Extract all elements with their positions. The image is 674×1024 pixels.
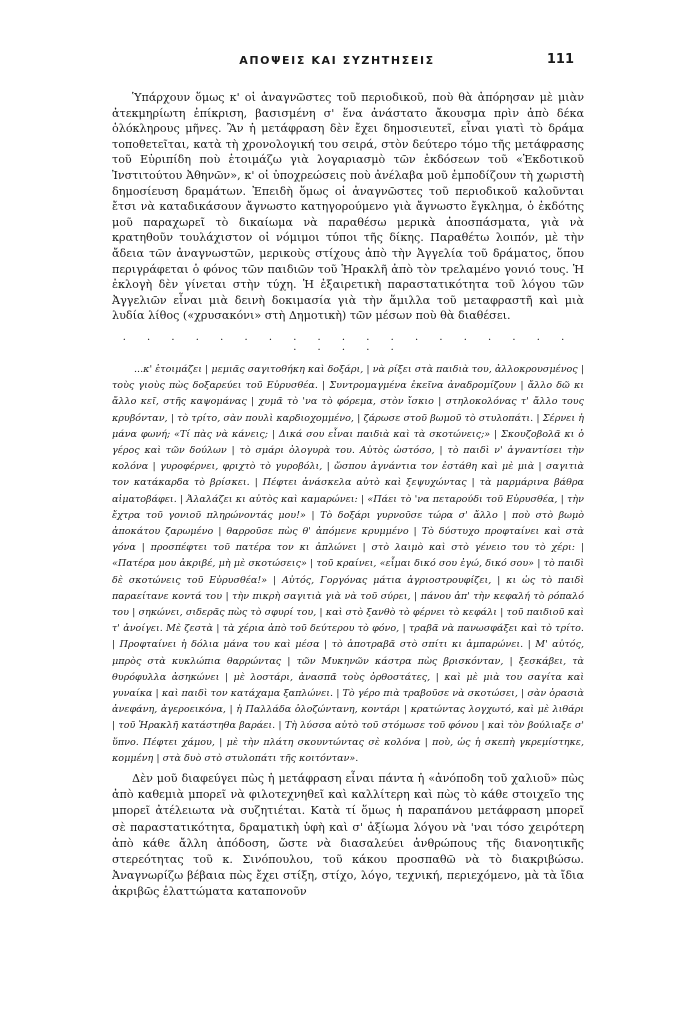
paragraph-commentary: Δὲν μοῦ διαφεύγει πὼς ἡ μετάφραση εἶναι πάντα ἡ «ἀνόποδη τοῦ χαλιοῦ» πὼς ἀπὸ καθεμιὰ μπορεῖ νὰ φιλοτεχνηθεῖ καὶ καλλίτερη καὶ πὼς τὸ κάθε στοιχεῖο της μπορεῖ ἀτέλειωτα νὰ συζητιέται. Κατὰ τί ὅμως ἡ παραπάνου μετάφραση μπορεῖ σὲ παραστατικότητα, δραματικὴ ὑφὴ καὶ σ' ἀξίωμα λόγου νὰ 'ναι τόσο χειρότερη ἀπὸ κάθε ἄλλη ἀπόδοση, ὥστε νὰ διασαλεύει ἀνθρώπους τῆς διανοητικῆς στερεότητας τοῦ κ. Σινόπουλου, τοῦ κάκου προσπαθῶ νὰ τὸ διακριβώσω. Ἀναγνωρίζω βέβαια πὼς ἔχει στίξη, στίχο, λόγο, τεχνική, περιεχόμενο, μὰ τὰ ἴδια ἀκριβῶς ἐλαττώματα καταπονοῦν [112, 771, 584, 899]
section-separator: · · · · · · · · · · · · · · · · · · · · · · · · [122, 334, 574, 356]
page-header [0, 52, 674, 76]
running-head: ΑΠΟΨΕΙΣ ΚΑΙ ΣΥΖΗΤΗΣΕΙΣ [239, 54, 435, 67]
body-text [112, 90, 584, 901]
page-number: 111 [546, 52, 574, 67]
verse-excerpt: ...κ' ἑτοιμάζει | μεμιᾶς σαγιτοθήκη καὶ δοξάρι, | νὰ ρίξει στὰ παιδιὰ του, ἀλλοκρουσμένος | τοὺς γιοὺς πὼς δοξαρεύει τοῦ Εὐρυσθέα. | Συντρομαγμένα ἐκεῖνα ἀναδρομίζουν | ἄλλο δῶ κι ἄλλο κεῖ, στῆς καψομάνας | χυμᾶ τὸ 'να τὸ φόρεμα, στὸν ἴσκιο | στηλοκολόνας τ' ἄλλο τους κρυβόνταν, | τὸ τρίτο, σὰν πουλὶ καρδιοχομμένο, | ζάρωσε στοῦ βωμοῦ τὸ στυλοπάτι. | Σέρνει ἡ μάνα φωνή; «Τί πὰς νὰ κάνεις; | Δικά σου εἶναι παιδιὰ καὶ τὰ σκοτώνεις;» | Σκουζοβολᾶ κι ὁ γέρος καὶ τῶν δούλων | τὸ σμάρι ὀλογυρὰ του. Αὐτὸς ὡστόσο, | τὸ παιδὶ ν' ἀγναντίσει τὴν κολόνα | γυροφέρνει, φριχτὸ τὸ γυροβόλι, | ὥσπου ἀγνάντια τον ἐστάθη καὶ μὲ μιὰ | σαγιτιὰ τον κατάκαρδα τὸ βρίσκει. | Πέφτει ἀνάσκελα αὐτὸ καὶ ξεψυχώντας | τὰ μαρμάρινα βάθρα αἱματοβάφει. | Ἀλαλάζει κι αὐτὸς καὶ καμαρώνει: | «Πάει τὸ 'να πεταρούδι τοῦ Εὐρυσθέα, | τὴν ἔχτρα τοῦ γονιοῦ πληρώνοντάς μου!» | Τὸ δοξάρι γυρνοῦσε τώρα σ' ἄλλο | ποὺ στὸ βωμὸ ἀποκάτου ζαρωμένο | θαρροῦσε πὼς θ' ἀπόμενε κρυμμένο | Τὸ δύστυχο προφταίνει καὶ στὰ γόνα | προσπέφτει τοῦ πατέρα τον κι ἀπλώνει | στὸ λαιμὸ καὶ στὸ γένειο του τὸ χέρι: | «Πατέρα μου ἀκριβέ, μὴ μὲ σκοτώσεις» | τοῦ κραίνει, «εἶμαι δικό σου ἐγώ, δικό σου» | τὸ παιδὶ δὲ σκοτώνεις τοῦ Εὐρυσθέα!» | Αὐτός, Γοργόνας μάτια ἀγριοστρουφίζει, | κι ὡς τὸ παιδὶ παραείτανε κοντά του | τὴν πικρὴ σαγιτιὰ γιὰ νὰ τοῦ σύρει, | πάνου ἀπ' τὴν κεφαλή τὸ ρόπαλό του | σηκώνει, σιδερᾶς πὼς τὸ σφυρί του, | καὶ στὸ ξανθὸ τὸ φέρνει τὸ κεφάλι | τοῦ παιδιοῦ καὶ τ' ἀνοίγει. Μὲ ζεστὰ | τὰ χέρια ἀπὸ τοῦ δεύτερου τὸ φόνο, | τραβᾶ νὰ πανωσφάξει καὶ τὸ τρίτο. | Προφταίνει ἡ δόλια μάνα του καὶ μέσα | τὸ ἀποτραβᾶ στὸ σπίτι κι ἀμπαρώνει. | Μ' αὐτός, μπρὸς στὰ κυκλώπια θαρρώντας | τῶν Μυκηνῶν κάστρα πὼς βρισκόνταν, | ξεσκάβει, τὰ θυρόφυλλα ἀσηκώνει | μὲ λοστάρι, ἀνασπᾶ τοὺς ὀρθοστάτες, | καὶ μὲ μιὰ του σαγίτα καὶ γυναίκα | καὶ παιδὶ τον κατάχαμα ξαπλώνει. | Τὸ γέρο πιὰ τραβοῦσε νὰ σκοτώσει, | σὰν ὁρασιὰ ἀνεφάνη, ἀγεροεικόνα, | ἡ Παλλάδα ὁλοζώντανη, κοντάρι | κρατώντας λογχωτό, καὶ μὲ λιθάρι | τοῦ Ἡρακλῆ κατάστηθα βαράει. | Τὴ λύσσα αὐτὸ τοῦ στόμωσε τοῦ φόνου | καὶ τὸν βούλιαξε σ' ὕπνο. Πέφτει χάμου, | μὲ τὴν πλάτη σκουντώντας σὲ κολόνα | ποὺ, ὡς ἡ σκεπὴ γκρεμίστηκε, κομμένη | στὰ δυὸ στὸ στυλοπάτι τῆς κοιτόνταν». [112, 363, 584, 764]
paragraph-intro: Ὑπάρχουν ὅμως κ' οἱ ἀναγνῶστες τοῦ περιοδικοῦ, ποὺ θὰ ἀπόρησαν μὲ μιὰν ἀτεκμηρίωτη ἐπίκριση, βασισμένη σ' ἕνα ἀνάστατο ἄκουσμα πρὶν ἀπὸ δέκα ὁλόκληρους μῆνες. Ἂν ἡ μετάφραση δὲν ἔχει δημοσιευτεῖ, εἶναι γιατὶ τὸ δράμα τοποθετεῖται, κατὰ τὴ χρονολογική του σειρά, στὸν δεύτερο τόμο τῆς μετάφρασης τοῦ Εὐριπίδη ποὺ ἑτοιμάζω γιὰ λογαριασμὸ τῶν ἐκδόσεων τοῦ «Ἐκδοτικοῦ Ἰνστιτούτου Ἀθηνῶν», κ' οἱ ὑποχρεώσεις ποὺ ἀνέλαβα μοῦ ἐμποδίζουν τὴ χωριστὴ δημοσίευση δραμάτων. Ἐπειδὴ ὅμως οἱ ἀναγνῶστες τοῦ περιοδικοῦ καλοῦνται ἔτσι νὰ καταδικάσουν ἄγνωστο κατηγορούμενο γιὰ ἄγνωστο ἔγκλημα, ὁ ἐκδότης μοῦ παραχωρεῖ τὸ δικαίωμα νὰ παραθέσω μερικὰ ἀποσπάσματα, γιὰ νὰ κρατηθοῦν τουλάχιστον οἱ νόμιμοι τύποι τῆς δίκης. Παραθέτω λοιπόν, μὲ τὴν ἄδεια τῶν ἀναγνωστῶν, μερικοὺς στίχους ἀπὸ τὴν Ἀγγελία τοῦ δράματος, ὅπου περιγράφεται ὁ φόνος τῶν παιδιῶν τοῦ Ἡρακλῆ ἀπὸ τὸν τρελαμένο γονιό τους. Ἡ ἐκλογὴ δὲν γίνεται στὴν τύχη. Ἡ ἐξαιρετικὴ παραστατικότητα τοῦ λόγου τῶν Ἀγγελιῶν εἶναι μιὰ δεινὴ δοκιμασία γιὰ τὴν ἅμιλλα τοῦ μεταφραστῆ καὶ μιὰ λυδία λίθος («χρυσακόνι» στὴ Δημοτικὴ) τῶν μέσων ποὺ θὰ διαθέσει. [112, 91, 584, 323]
